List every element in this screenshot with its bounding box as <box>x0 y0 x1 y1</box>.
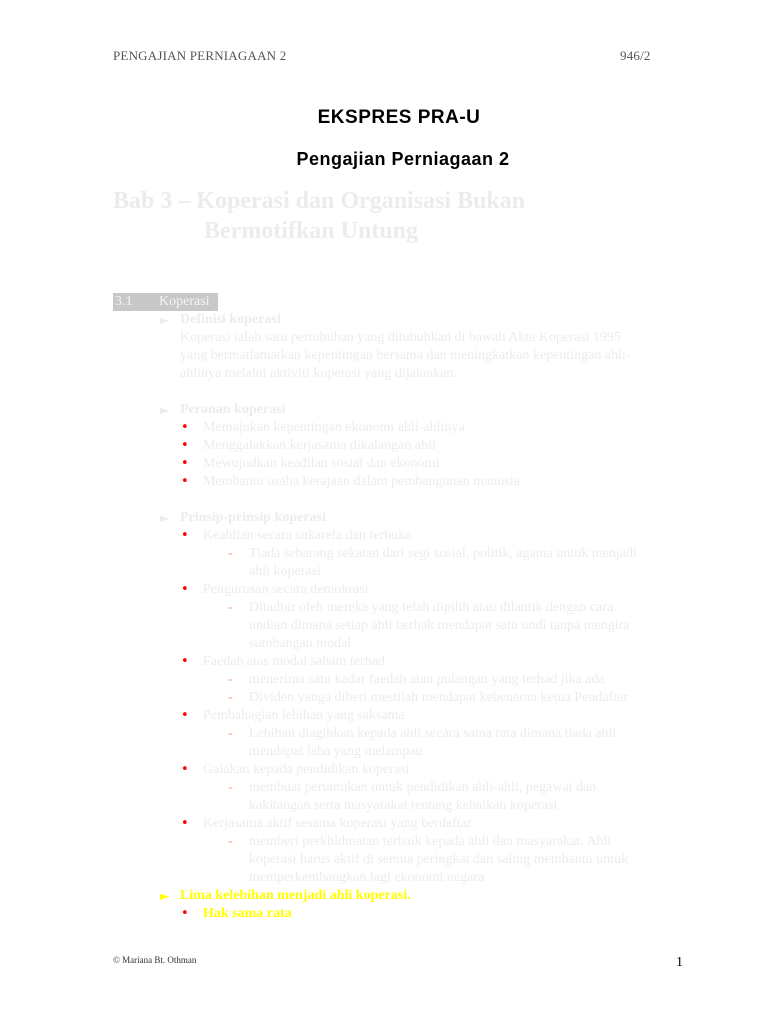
section-title: Koperasi <box>159 294 210 309</box>
document-body <box>0 311 768 923</box>
principle-detail: ahli koperasi <box>249 564 321 579</box>
principle-detail: - Ditadbir oleh mereka yang telah dipilih atau dilantik dengan cara <box>228 600 614 615</box>
page-number: 1 <box>676 955 683 970</box>
roles-heading-row <box>0 401 768 419</box>
principle-detail: undian dimana setiap ahli berhak mendapat satu undi tanpa mengira <box>249 618 630 633</box>
bullet-icon: • <box>181 528 189 543</box>
chapter-heading-line2: Bermotifkan Untung <box>204 218 419 244</box>
roles-heading: Peranan koperasi <box>180 402 286 417</box>
advantages-heading-row <box>0 887 768 905</box>
section-number: 3.1 <box>115 294 133 309</box>
advantages-list-item: • Hak sama rata <box>181 906 292 921</box>
principle-detail: - Dividen yanga diberi mestilah mendapat kebenaran ketua Pendaftar <box>228 690 629 705</box>
principle-item: • Pengurusan secara demokrasi <box>181 582 369 597</box>
chapter-heading-line1: Bab 3 – Koperasi dan Organisasi Bukan <box>113 188 526 214</box>
definition-heading: Definisi koperasi <box>180 312 281 327</box>
definition-line: yang bermatlamatkan kepentingan bersama dan meningkatkan kepentingan ahli- <box>180 348 631 363</box>
roles-list-item: • Membantu usaha kerajaan dalam pembangunan manusia <box>181 474 520 489</box>
definition-line: Koperasi ialah satu pertubuhan yang ditubuhkan di bawah Akta Koperasi 1995 <box>180 330 621 345</box>
principle-detail: mendapat laba yang melampau <box>249 744 423 759</box>
dash-icon: - <box>228 780 233 795</box>
document-subtitle: Pengajian Perniagaan 2 <box>296 149 510 169</box>
roles-list-item: • Mewujudkan keadilan sosial dan ekonomi <box>181 456 440 471</box>
arrow-icon: ► <box>160 403 170 417</box>
running-header-code: 946/2 <box>620 48 651 63</box>
arrow-icon: ► <box>160 511 170 525</box>
definition-line: ahlinya melalui aktiviti koperasi yang dijalankan. <box>180 366 457 381</box>
principle-item: • Galakan kepada pendidikan koperasi <box>181 762 410 777</box>
principle-detail: memperkembangkan lagi ekonomi negara <box>249 870 485 885</box>
principle-detail: - menerima satu kadar faedah atau pulangan yang terhad jika ada <box>228 672 605 687</box>
principle-detail: - memberi perkhidmatan terbaik kepada ahli dan masyarakat. Ahli <box>228 834 612 849</box>
bullet-icon: • <box>181 816 189 831</box>
principles-heading: Prinsip-prinsip koperasi <box>180 510 326 525</box>
section-heading <box>113 293 218 311</box>
principle-item: • Faedah atas modal saham terhad <box>181 654 385 669</box>
principles-heading-row <box>0 509 768 527</box>
dash-icon: - <box>228 834 233 849</box>
dash-icon: - <box>228 726 233 741</box>
dash-icon: - <box>228 690 233 705</box>
arrow-icon: ► <box>160 313 170 327</box>
bullet-icon: • <box>181 654 189 669</box>
principle-item: • Keahlian secara sukarela dan terbuka <box>181 528 412 543</box>
roles-list-item: • Menggalakkan kerjasama dikalangan ahli <box>181 438 436 453</box>
bullet-icon: • <box>181 708 189 723</box>
advantages-heading: Lima kelebihan menjadi ahli koperasi. <box>180 888 411 903</box>
chapter-heading <box>113 186 673 246</box>
bullet-icon: • <box>181 762 189 777</box>
bullet-icon: • <box>181 582 189 597</box>
arrow-icon: ► <box>160 889 170 903</box>
bullet-icon: • <box>181 474 189 489</box>
running-header-title: PENGAJIAN PERNIAGAAN 2 <box>113 48 287 63</box>
principle-detail: kakitangan serta masyarakat tentang kebaikan koperasi <box>249 798 558 813</box>
definition-heading-row <box>0 311 768 329</box>
bullet-icon: • <box>181 906 189 921</box>
dash-icon: - <box>228 672 233 687</box>
principle-detail: koperasi harus aktif di semua peringkat dan saling membantu untuk <box>249 852 629 867</box>
bullet-icon: • <box>181 420 189 435</box>
bullet-icon: • <box>181 438 189 453</box>
footer-copyright: © Mariana Bt. Othman <box>113 955 197 965</box>
principle-detail: sumbangan modal <box>249 636 352 651</box>
dash-icon: - <box>228 600 233 615</box>
principle-item: • Kerjasama aktif sesama koperasi yang berdaftar <box>181 816 472 831</box>
roles-list-item: • Memajukan kepentingan ekonomi ahli-ahlinya <box>181 420 465 435</box>
principle-detail: - membuat peruntukan untuk pendidikan ahli-ahli, pegawai dan <box>228 780 597 795</box>
document-title: EKSPRES PRA-U <box>317 107 481 128</box>
principle-detail: - Tiada sebarang sekatan dari segi sosial, politik, agama untuk menjadi <box>228 546 637 561</box>
bullet-icon: • <box>181 456 189 471</box>
dash-icon: - <box>228 546 233 561</box>
principle-detail: - Lebihan diagihkan kepada ahli secara sama rata dimana tiada ahli <box>228 726 617 741</box>
principle-item: • Pembahagian lebihan yang saksama <box>181 708 405 723</box>
